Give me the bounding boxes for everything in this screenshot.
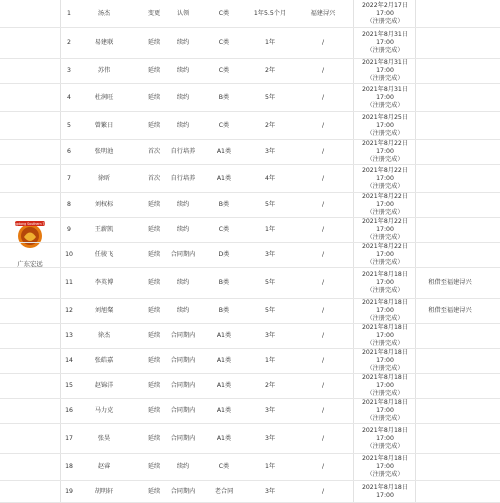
contract-type: 合同期内	[170, 382, 196, 389]
registration-time: 2021年8月18日 17:00 （注册完成）	[361, 374, 409, 397]
player-name: 刘权标	[94, 201, 114, 208]
previous-team: 福建浔兴	[310, 9, 336, 17]
previous-team: /	[321, 148, 325, 155]
table-row	[0, 454, 500, 481]
contract-type: 合同期内	[170, 357, 196, 364]
registration-change: 延续	[147, 463, 161, 470]
remark	[415, 59, 485, 83]
registration-time: 2021年8月18日 17:00 （注册完成）	[361, 271, 409, 294]
player-name: 赵锦洋	[94, 382, 114, 389]
row-number: 7	[67, 174, 71, 182]
player-class: C类	[218, 121, 230, 129]
row-number: 10	[65, 251, 73, 258]
table-row	[0, 84, 500, 112]
registration-change: 延续	[147, 487, 161, 495]
player-class: B类	[218, 307, 230, 314]
row-number: 8	[67, 201, 71, 208]
player-name: 李英博	[94, 279, 114, 286]
remark	[415, 84, 485, 111]
contract-length: 5年	[264, 201, 276, 208]
registration-time: 2021年8月18日 17:00 （注册完成）	[361, 299, 409, 322]
contract-length: 3年	[264, 434, 276, 442]
contract-type: 续约	[176, 307, 190, 314]
table-row	[0, 243, 500, 268]
row-number: 14	[65, 357, 73, 364]
previous-team: /	[321, 307, 325, 314]
previous-team: /	[321, 201, 325, 208]
remark	[415, 349, 485, 373]
previous-team: /	[321, 251, 325, 258]
remark	[415, 374, 485, 398]
remark	[415, 165, 485, 192]
table-row	[0, 268, 500, 299]
remark	[415, 193, 485, 217]
contract-type: 自行培养	[170, 148, 196, 155]
contract-type: 续约	[176, 93, 190, 101]
contract-type: 合同期内	[170, 332, 196, 339]
remark	[415, 218, 485, 242]
table-row	[0, 165, 500, 193]
player-class: B类	[218, 93, 230, 101]
table-row	[0, 424, 500, 454]
registration-change: 延续	[147, 201, 161, 208]
row-number: 4	[67, 93, 71, 101]
row-number: 13	[65, 332, 73, 339]
contract-length: 4年	[264, 174, 276, 182]
row-number: 3	[67, 67, 71, 74]
table-row	[0, 481, 500, 503]
registration-time: 2021年8月31日 17:00 （注册完成）	[361, 59, 409, 82]
registration-change: 首次	[147, 148, 161, 155]
contract-type: 续约	[176, 39, 190, 46]
row-number: 12	[65, 307, 73, 314]
contract-length: 3年	[264, 407, 276, 414]
previous-team: /	[321, 332, 325, 339]
registration-time: 2021年8月18日 17:00 （注册完成）	[361, 324, 409, 347]
previous-team: /	[321, 463, 325, 470]
player-name: 曾繁日	[94, 121, 114, 129]
registration-change: 延续	[147, 434, 161, 442]
remark	[415, 454, 485, 480]
registration-time: 2021年8月18日 17:00 （注册完成）	[361, 349, 409, 372]
registration-time: 2021年8月18日 17:00 （注册完成）	[361, 399, 409, 422]
player-class: 老合同	[214, 487, 234, 495]
contract-type: 续约	[176, 226, 190, 233]
contract-length: 5年	[264, 307, 276, 314]
player-class: A1类	[216, 174, 232, 182]
registration-time: 2021年8月25日 17:00 （注册完成）	[361, 113, 409, 137]
contract-type: 续约	[176, 67, 190, 74]
registration-time: 2021年8月22日 17:00 （注册完成）	[361, 166, 409, 190]
registration-change: 延续	[147, 407, 161, 414]
player-name: 刘旭粲	[94, 307, 114, 314]
row-number: 5	[67, 121, 71, 129]
remark	[415, 28, 485, 58]
registration-change: 延续	[147, 307, 161, 314]
team-name: 广东宏远	[17, 259, 43, 268]
contract-length: 2年	[264, 67, 276, 74]
registration-time: 2021年8月22日 17:00 （注册完成）	[361, 243, 409, 266]
previous-team: /	[321, 93, 325, 101]
registration-time: 2021年8月31日 17:00 （注册完成）	[361, 85, 409, 109]
registration-change: 延续	[147, 226, 161, 233]
registration-time: 2021年8月18日 17:00	[361, 483, 409, 499]
table-row	[0, 112, 500, 140]
registration-time: 2021年8月31日 17:00 （注册完成）	[361, 31, 409, 54]
remark: 租借至福建浔兴	[428, 307, 472, 314]
player-name: 胡明轩	[94, 487, 114, 495]
previous-team: /	[321, 382, 325, 389]
previous-team: /	[321, 67, 325, 74]
svg-text:Guangdong Southern Tigers: Guangdong Southern Tigers	[7, 221, 53, 226]
registration-change: 延续	[147, 382, 161, 389]
row-number: 17	[65, 434, 73, 442]
player-name: 任骏飞	[94, 251, 114, 258]
player-class: C类	[218, 463, 230, 470]
remark	[415, 481, 485, 502]
player-class: C类	[218, 39, 230, 46]
contract-length: 1年	[264, 39, 276, 46]
previous-team: /	[321, 279, 325, 286]
player-class: A1类	[216, 332, 232, 339]
remark	[415, 424, 485, 453]
row-number: 15	[65, 382, 73, 389]
player-class: D类	[218, 251, 230, 258]
contract-length: 1年5.5个月	[253, 9, 287, 17]
contract-length: 3年	[264, 332, 276, 339]
row-number: 16	[65, 407, 73, 414]
player-class: A1类	[216, 407, 232, 414]
player-class: B类	[218, 279, 230, 286]
contract-length: 2年	[264, 382, 276, 389]
previous-team: /	[321, 121, 325, 129]
player-name: 杜润旺	[94, 93, 114, 101]
player-name: 马力克	[94, 407, 114, 414]
table-row	[0, 299, 500, 324]
player-class: B类	[218, 201, 230, 208]
contract-length: 2年	[264, 121, 276, 129]
table-row	[0, 193, 500, 218]
registration-time: 2021年8月22日 17:00 （注册完成）	[361, 140, 409, 163]
remark	[415, 243, 485, 267]
table-row	[0, 140, 500, 165]
remark: 租借至福建浔兴	[428, 279, 472, 286]
registration-change: 首次	[147, 174, 161, 182]
registration-change: 延续	[147, 67, 161, 74]
row-number: 9	[67, 226, 71, 233]
registration-change: 延续	[147, 357, 161, 364]
player-name: 赵睿	[97, 463, 111, 470]
contract-type: 续约	[176, 201, 190, 208]
previous-team: /	[321, 357, 325, 364]
registration-time: 2021年8月18日 17:00 （注册完成）	[361, 455, 409, 478]
contract-length: 1年	[264, 226, 276, 233]
registration-change: 变更	[147, 9, 161, 17]
previous-team: /	[321, 226, 325, 233]
registration-change: 延续	[147, 93, 161, 101]
remark	[415, 399, 485, 423]
contract-length: 5年	[264, 279, 276, 286]
table-row	[0, 0, 500, 28]
contract-length: 3年	[264, 148, 276, 155]
table-row	[0, 399, 500, 424]
table-row	[0, 349, 500, 374]
registration-time: 2021年8月22日 17:00 （注册完成）	[361, 193, 409, 216]
row-number: 11	[65, 279, 73, 286]
player-name: 张明池	[94, 148, 114, 155]
player-class: C类	[218, 9, 230, 17]
player-class: A1类	[216, 382, 232, 389]
registration-change: 延续	[147, 332, 161, 339]
remark	[415, 324, 485, 348]
registration-time: 2021年8月22日 17:00 （注册完成）	[361, 218, 409, 241]
contract-length: 3年	[264, 487, 276, 495]
row-number: 2	[67, 39, 71, 46]
contract-length: 1年	[264, 463, 276, 470]
remark	[415, 112, 485, 139]
player-name: 张皓嘉	[94, 357, 114, 364]
previous-team: /	[321, 39, 325, 46]
contract-length: 5年	[264, 93, 276, 101]
table-row	[0, 59, 500, 84]
player-name: 汤杰	[97, 9, 111, 17]
player-class: A1类	[216, 434, 232, 442]
previous-team: /	[321, 174, 325, 182]
remark	[415, 140, 485, 164]
player-name: 徐杰	[97, 332, 111, 339]
player-name: 徐昕	[97, 174, 111, 182]
contract-type: 续约	[176, 121, 190, 129]
table-row	[0, 324, 500, 349]
player-name: 苏伟	[97, 67, 111, 74]
registration-time: 2022年2月17日 17:00 （注册完成）	[361, 1, 409, 25]
table-row	[0, 218, 500, 243]
previous-team: /	[321, 487, 325, 495]
contract-type: 续约	[176, 463, 190, 470]
registration-change: 延续	[147, 251, 161, 258]
contract-type: 合同期内	[170, 407, 196, 414]
registration-change: 延续	[147, 39, 161, 46]
table-row	[0, 28, 500, 59]
row-number: 19	[65, 487, 73, 495]
previous-team: /	[321, 407, 325, 414]
player-class: A1类	[216, 357, 232, 364]
registration-change: 延续	[147, 279, 161, 286]
row-number: 1	[67, 9, 71, 17]
contract-type: 认领	[176, 9, 190, 17]
registration-time: 2021年8月18日 17:00 （注册完成）	[361, 426, 409, 450]
contract-type: 续约	[176, 279, 190, 286]
contract-type: 合同期内	[170, 434, 196, 442]
contract-type: 合同期内	[170, 251, 196, 258]
row-number: 6	[67, 148, 71, 155]
table-row	[0, 374, 500, 399]
contract-length: 3年	[264, 251, 276, 258]
player-name: 张昊	[97, 434, 111, 442]
contract-length: 1年	[264, 357, 276, 364]
row-number: 18	[65, 463, 73, 470]
registration-change: 延续	[147, 121, 161, 129]
player-name: 易建联	[94, 39, 114, 46]
player-class: C类	[218, 67, 230, 74]
player-name: 王薪凯	[94, 226, 114, 233]
previous-team: /	[321, 434, 325, 442]
contract-type: 自行培养	[170, 174, 196, 182]
remark	[415, 0, 485, 27]
player-class: C类	[218, 226, 230, 233]
contract-type: 合同期内	[170, 487, 196, 495]
player-class: A1类	[216, 148, 232, 155]
